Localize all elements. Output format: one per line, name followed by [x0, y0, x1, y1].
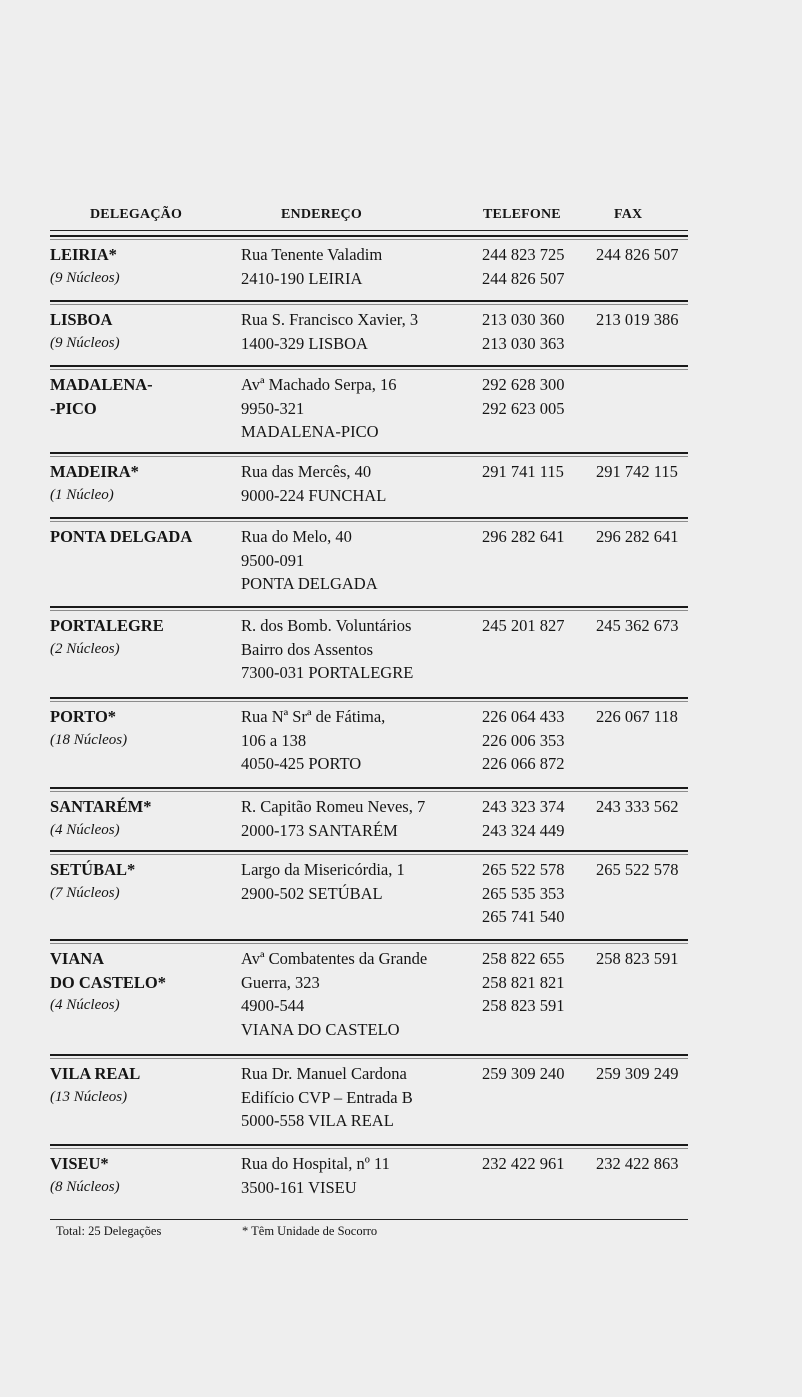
- header-rule: [50, 230, 688, 231]
- delegation-name: PORTO*: [50, 707, 117, 726]
- fax-number: 265 522 578: [596, 860, 679, 879]
- fax-cell: [596, 525, 696, 549]
- address-cell: [241, 795, 486, 842]
- row-separator: [50, 787, 688, 789]
- telefone-number: 244 826 507: [482, 268, 565, 288]
- address-line: Rua Tenente Valadim: [241, 245, 383, 264]
- telefone-cell: [482, 243, 587, 290]
- address-line: Rua do Hospital, nº 11: [241, 1154, 390, 1173]
- row-separator: [50, 1054, 688, 1056]
- address-line: 2000-173 SANTARÉM: [241, 820, 398, 840]
- fax-number: 258 823 591: [596, 949, 679, 968]
- row-separator: [50, 850, 688, 852]
- nucleos-count: (7 Núcleos): [50, 884, 120, 901]
- address-line: Edifício CVP – Entrada B: [241, 1087, 413, 1107]
- address-cell: [241, 373, 486, 444]
- delegation-cell: [50, 614, 235, 661]
- telefone-number: 296 282 641: [482, 527, 565, 546]
- telefone-number: 258 821 821: [482, 972, 565, 992]
- fax-number: 243 333 562: [596, 797, 679, 816]
- address-cell: [241, 858, 486, 905]
- row-separator: [50, 606, 688, 608]
- telefone-cell: [482, 373, 587, 420]
- address-cell: [241, 705, 486, 776]
- delegation-cell: [50, 1152, 235, 1199]
- address-line: 9000-224 FUNCHAL: [241, 485, 387, 505]
- delegation-name: PORTALEGRE: [50, 616, 164, 635]
- telefone-cell: [482, 308, 587, 355]
- telefone-cell: [482, 795, 587, 842]
- address-line: Avª Combatentes da Grande: [241, 949, 428, 968]
- nucleos-count: (1 Núcleo): [50, 486, 114, 503]
- telefone-number: 292 623 005: [482, 398, 565, 418]
- row-separator: [50, 452, 688, 454]
- nucleos-count: (9 Núcleos): [50, 334, 120, 351]
- footer-note: * Têm Unidade de Socorro: [242, 1224, 378, 1238]
- telefone-number: 259 309 240: [482, 1064, 565, 1083]
- address-cell: [241, 525, 486, 596]
- delegation-name: PONTA DELGADA: [50, 527, 193, 546]
- delegation-cell: [50, 525, 235, 549]
- address-line: 106 a 138: [241, 730, 307, 750]
- address-cell: [241, 243, 486, 290]
- nucleos-count: (8 Núcleos): [50, 1178, 120, 1195]
- fax-cell: [596, 460, 696, 484]
- delegation-name: LISBOA: [50, 310, 113, 329]
- telefone-number: 265 522 578: [482, 860, 565, 879]
- delegation-name: -PICO: [50, 398, 97, 418]
- telefone-number: 213 030 360: [482, 310, 565, 329]
- address-line: 9950-321: [241, 398, 305, 418]
- telefone-number: 226 006 353: [482, 730, 565, 750]
- address-line: 4900-544: [241, 996, 305, 1015]
- header-fax: FAX: [614, 207, 643, 222]
- address-cell: [241, 947, 486, 1041]
- delegation-cell: [50, 705, 235, 752]
- row-separator: [50, 300, 688, 302]
- telefone-cell: [482, 1152, 587, 1176]
- fax-number: 244 826 507: [596, 245, 679, 264]
- address-line: Rua das Mercês, 40: [241, 462, 372, 481]
- nucleos-count: (18 Núcleos): [50, 731, 128, 748]
- nucleos-count: (4 Núcleos): [50, 821, 120, 838]
- address-cell: [241, 308, 486, 355]
- address-cell: [241, 1152, 486, 1199]
- header-endereco: ENDEREÇO: [281, 207, 362, 222]
- fax-cell: [596, 705, 696, 729]
- fax-number: 213 019 386: [596, 310, 679, 329]
- nucleos-count: (2 Núcleos): [50, 640, 120, 657]
- telefone-number: 243 323 374: [482, 797, 565, 816]
- address-line: 3500-161 VISEU: [241, 1177, 357, 1197]
- telefone-number: 243 324 449: [482, 820, 565, 840]
- delegation-name: VILA REAL: [50, 1064, 141, 1083]
- fax-cell: [596, 1062, 696, 1086]
- address-line: Bairro dos Assentos: [241, 639, 373, 659]
- telefone-number: 232 422 961: [482, 1154, 565, 1173]
- telefone-number: 244 823 725: [482, 245, 565, 264]
- row-separator: [50, 517, 688, 519]
- address-line: Rua Nª Srª de Fátima,: [241, 707, 386, 726]
- delegation-cell: [50, 858, 235, 905]
- address-line: Rua do Melo, 40: [241, 527, 352, 546]
- footer-total: Total: 25 Delegações: [56, 1224, 162, 1238]
- delegation-cell: [50, 460, 235, 507]
- fax-cell: [596, 614, 696, 638]
- fax-number: 296 282 641: [596, 527, 679, 546]
- header-telefone: TELEFONE: [483, 207, 561, 222]
- telefone-cell: [482, 525, 587, 549]
- telefone-cell: [482, 1062, 587, 1086]
- telefone-number: 258 823 591: [482, 996, 565, 1015]
- telefone-number: 292 628 300: [482, 375, 565, 394]
- fax-cell: [596, 947, 696, 971]
- address-line: 2410-190 LEIRIA: [241, 268, 363, 288]
- fax-cell: [596, 1152, 696, 1176]
- delegation-cell: [50, 795, 235, 842]
- delegation-cell: [50, 243, 235, 290]
- address-line: Avª Machado Serpa, 16: [241, 375, 397, 394]
- delegation-name: MADALENA-: [50, 375, 153, 394]
- telefone-number: 245 201 827: [482, 616, 565, 635]
- address-line: Rua Dr. Manuel Cardona: [241, 1064, 407, 1083]
- nucleos-count: (4 Núcleos): [50, 997, 120, 1013]
- telefone-number: 291 741 115: [482, 462, 564, 481]
- delegation-cell: [50, 947, 235, 1018]
- row-separator: [50, 697, 688, 699]
- fax-number: 232 422 863: [596, 1154, 679, 1173]
- fax-number: 245 362 673: [596, 616, 679, 635]
- fax-cell: [596, 858, 696, 882]
- row-separator: [50, 235, 688, 237]
- fax-number: 259 309 249: [596, 1064, 679, 1083]
- address-line: R. dos Bomb. Voluntários: [241, 616, 412, 635]
- fax-cell: [596, 308, 696, 332]
- header-delegacao: DELEGAÇÃO: [90, 207, 183, 222]
- row-separator: [50, 365, 688, 367]
- bottom-rule: [50, 1219, 688, 1220]
- address-line: VIANA DO CASTELO: [241, 1019, 400, 1039]
- nucleos-count: (9 Núcleos): [50, 269, 120, 286]
- address-line: PONTA DELGADA: [241, 574, 378, 593]
- telefone-cell: [482, 947, 587, 1018]
- telefone-number: 258 822 655: [482, 949, 565, 968]
- delegation-name: SETÚBAL*: [50, 860, 136, 879]
- address-line: 1400-329 LISBOA: [241, 333, 368, 353]
- address-line: R. Capitão Romeu Neves, 7: [241, 797, 426, 816]
- address-line: 4050-425 PORTO: [241, 754, 362, 773]
- telefone-cell: [482, 614, 587, 638]
- address-cell: [241, 614, 486, 685]
- telefone-cell: [482, 460, 587, 484]
- telefone-cell: [482, 705, 587, 776]
- telefone-number: 265 535 353: [482, 883, 565, 903]
- telefone-number: 226 064 433: [482, 707, 565, 726]
- delegation-cell: [50, 308, 235, 355]
- address-line: 9500-091: [241, 550, 305, 570]
- row-separator: [50, 1144, 688, 1146]
- row-separator: [50, 939, 688, 941]
- delegation-name: DO CASTELO*: [50, 972, 166, 992]
- delegation-name: VIANA: [50, 949, 105, 968]
- fax-cell: [596, 243, 696, 267]
- delegation-name: VISEU*: [50, 1154, 109, 1173]
- address-line: 7300-031 PORTALEGRE: [241, 663, 414, 682]
- fax-number: 291 742 115: [596, 462, 678, 481]
- address-line: 5000-558 VILA REAL: [241, 1111, 394, 1130]
- address-line: 2900-502 SETÚBAL: [241, 883, 383, 903]
- fax-cell: [596, 795, 696, 819]
- delegation-name: MADEIRA*: [50, 462, 139, 481]
- delegation-name: SANTARÉM*: [50, 797, 152, 816]
- telefone-number: 265 741 540: [482, 907, 565, 926]
- delegation-name: LEIRIA*: [50, 245, 117, 264]
- address-line: Rua S. Francisco Xavier, 3: [241, 310, 419, 329]
- delegation-cell: [50, 1062, 235, 1109]
- fax-number: 226 067 118: [596, 707, 678, 726]
- address-line: Largo da Misericórdia, 1: [241, 860, 405, 879]
- address-line: Guerra, 323: [241, 972, 320, 992]
- telefone-number: 213 030 363: [482, 333, 565, 353]
- address-line: MADALENA-PICO: [241, 422, 379, 441]
- telefone-number: 226 066 872: [482, 754, 565, 773]
- telefone-cell: [482, 858, 587, 929]
- address-cell: [241, 1062, 486, 1133]
- address-cell: [241, 460, 486, 507]
- nucleos-count: (13 Núcleos): [50, 1088, 128, 1105]
- delegation-cell: [50, 373, 235, 420]
